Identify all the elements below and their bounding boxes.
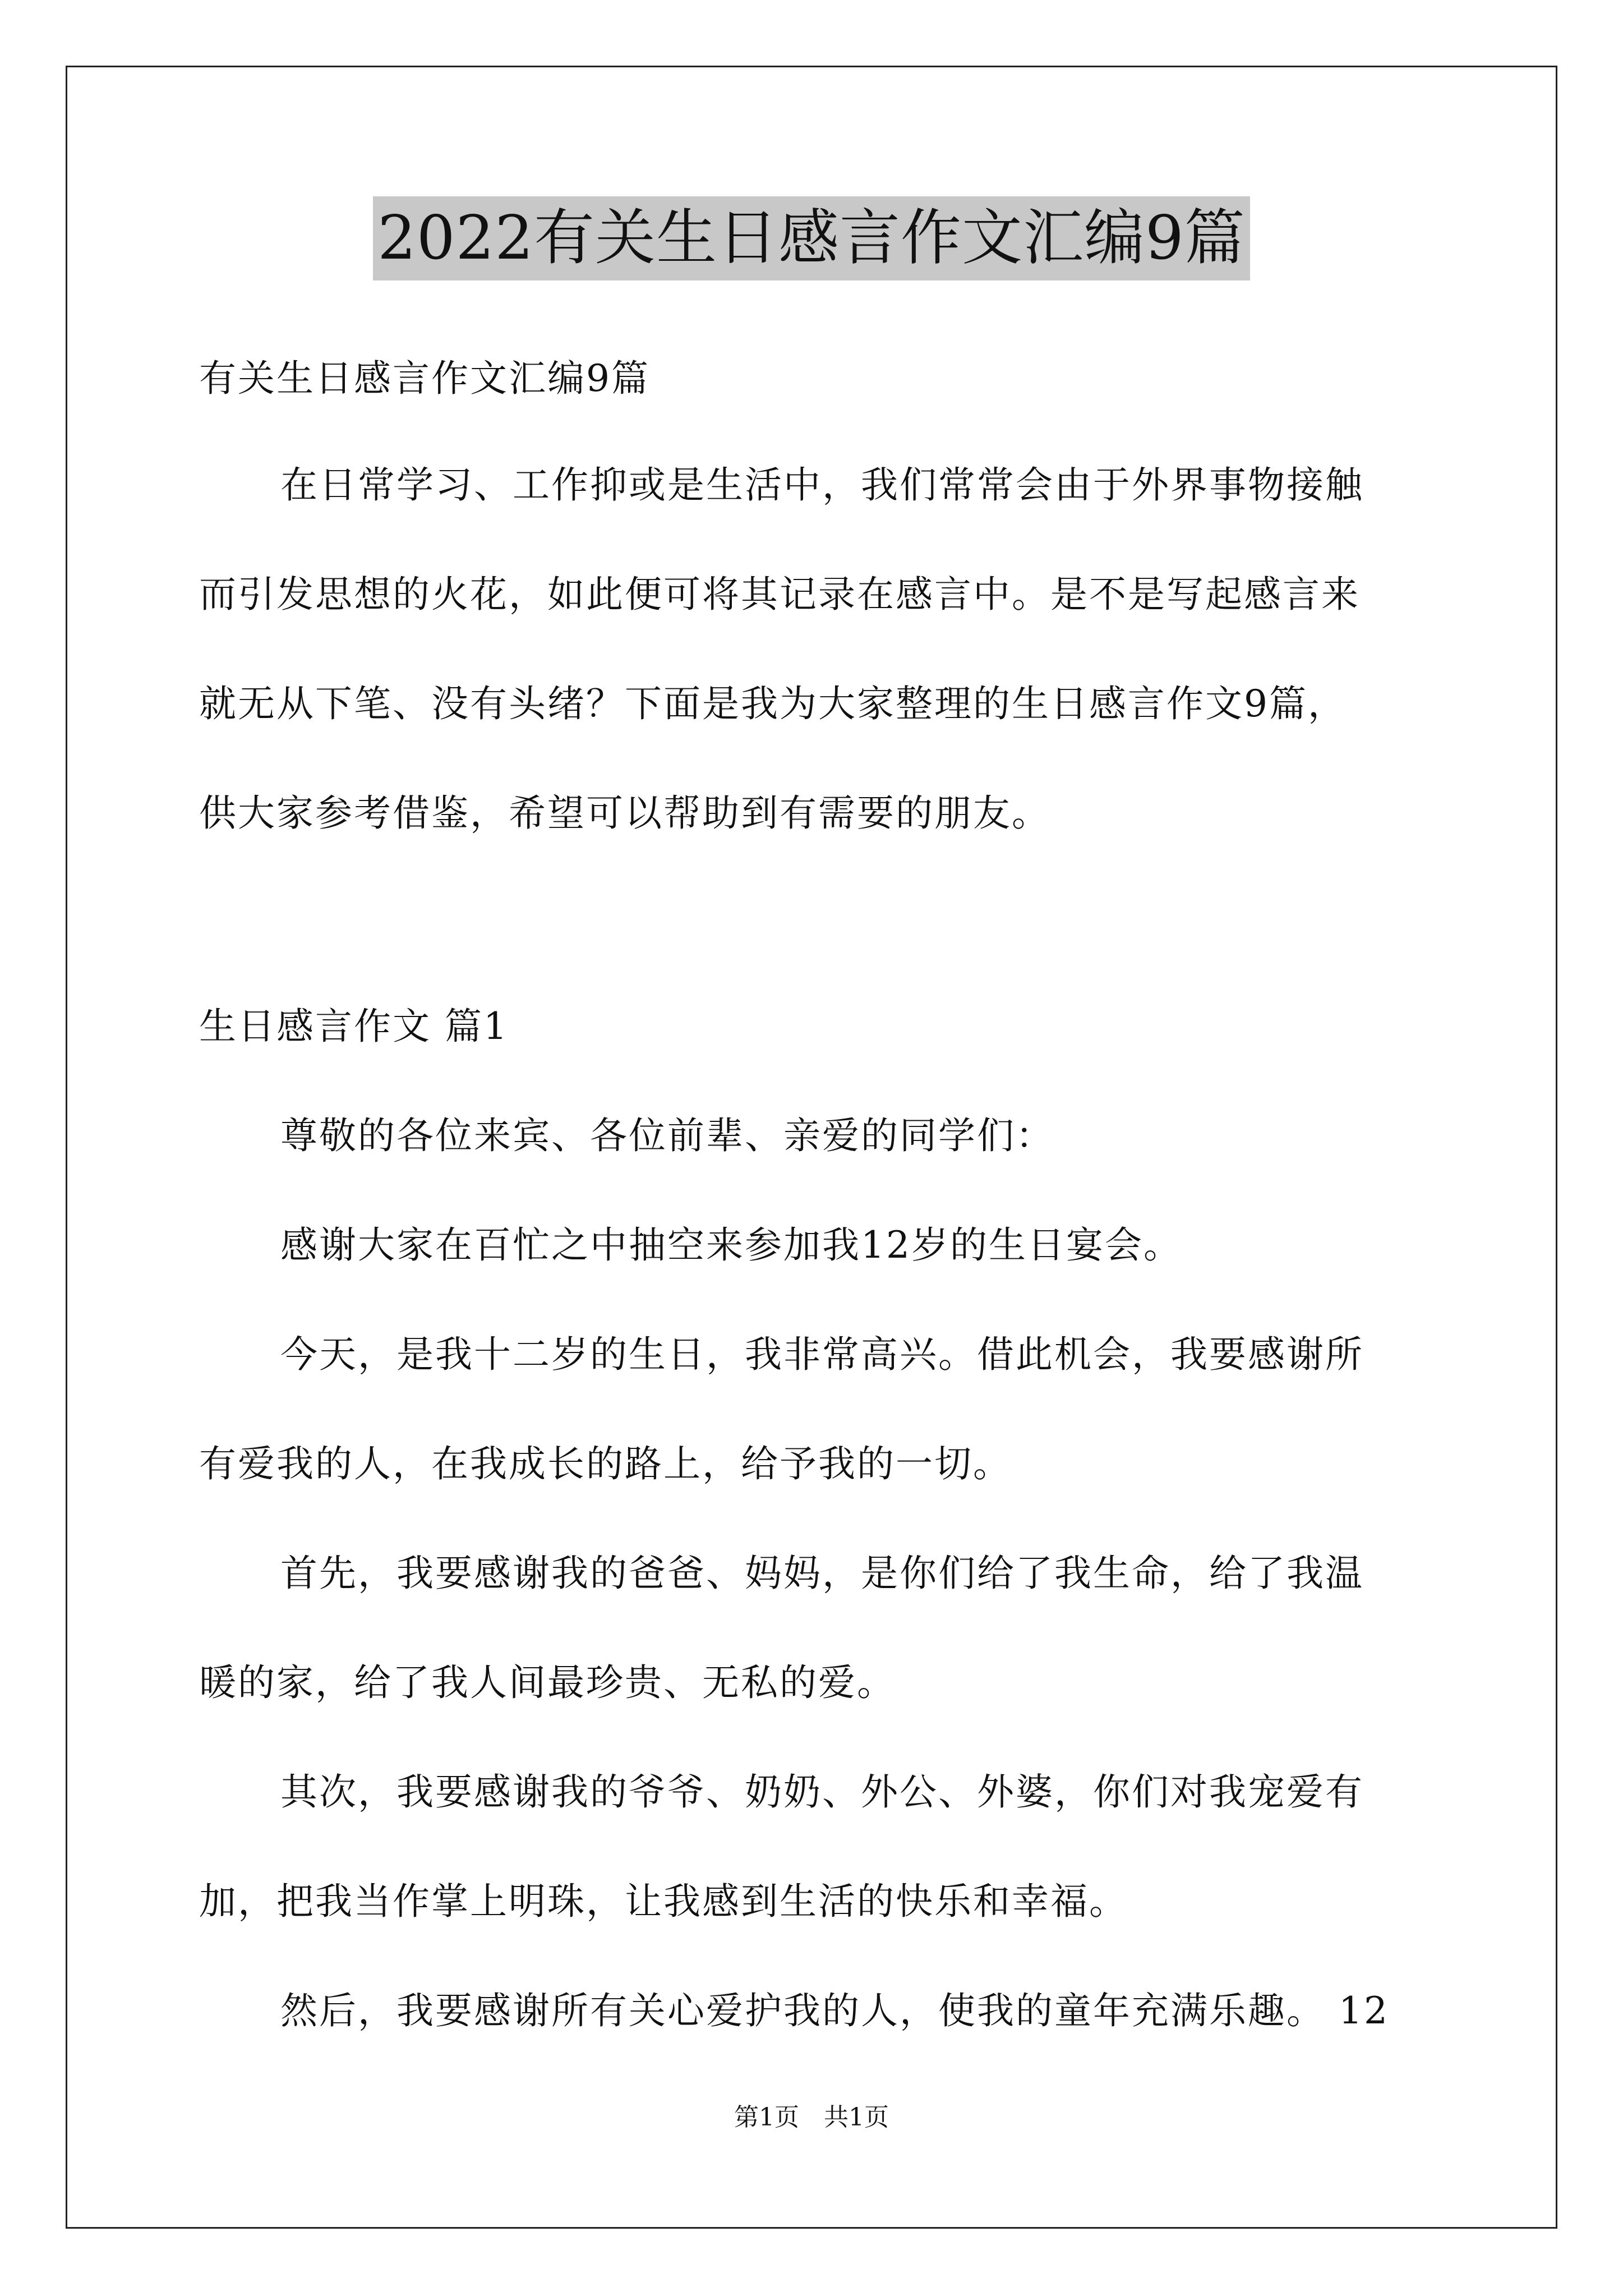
body-line: 暖的家，给了我人间最珍贵、无私的爱。 [199, 1661, 896, 1704]
body-line: 首先，我要感谢我的爸爸、妈妈，是你们给了我生命，给了我温 [280, 1552, 1364, 1595]
document-subtitle: 有关生日感言作文汇编9篇 [199, 357, 650, 400]
body-line: 感谢大家在百忙之中抽空来参加我12岁的生日宴会。 [280, 1223, 1182, 1267]
intro-line: 供大家参考借鉴，希望可以帮助到有需要的朋友。 [199, 792, 1050, 835]
body-line: 有爱我的人，在我成长的路上，给予我的一切。 [199, 1442, 1012, 1485]
body-line: 今天，是我十二岁的生日，我非常高兴。借此机会，我要感谢所 [280, 1333, 1364, 1376]
page-footer: 第1页 共1页 [734, 2103, 889, 2132]
document-title: 2022有关生日感言作文汇编9篇 [373, 196, 1250, 280]
section-heading: 生日感言作文 篇1 [199, 1005, 509, 1048]
body-line: 其次，我要感谢我的爷爷、奶奶、外公、外婆，你们对我宠爱有 [280, 1770, 1364, 1814]
intro-line: 在日常学习、工作抑或是生活中，我们常常会由于外界事物接触 [280, 463, 1364, 507]
intro-line: 而引发思想的火花，如此便可将其记录在感言中。是不是写起感言来 [199, 573, 1360, 616]
title-container [0, 196, 1623, 280]
body-line: 尊敬的各位来宾、各位前辈、亲爱的同学们： [280, 1114, 1054, 1157]
body-line: 加，把我当作掌上明珠，让我感到生活的快乐和幸福。 [199, 1880, 1128, 1923]
intro-line: 就无从下笔、没有头绪？下面是我为大家整理的生日感言作文9篇， [199, 682, 1347, 725]
body-line: 然后，我要感谢所有关心爱护我的人，使我的童年充满乐趣。 12 [280, 1989, 1389, 2032]
